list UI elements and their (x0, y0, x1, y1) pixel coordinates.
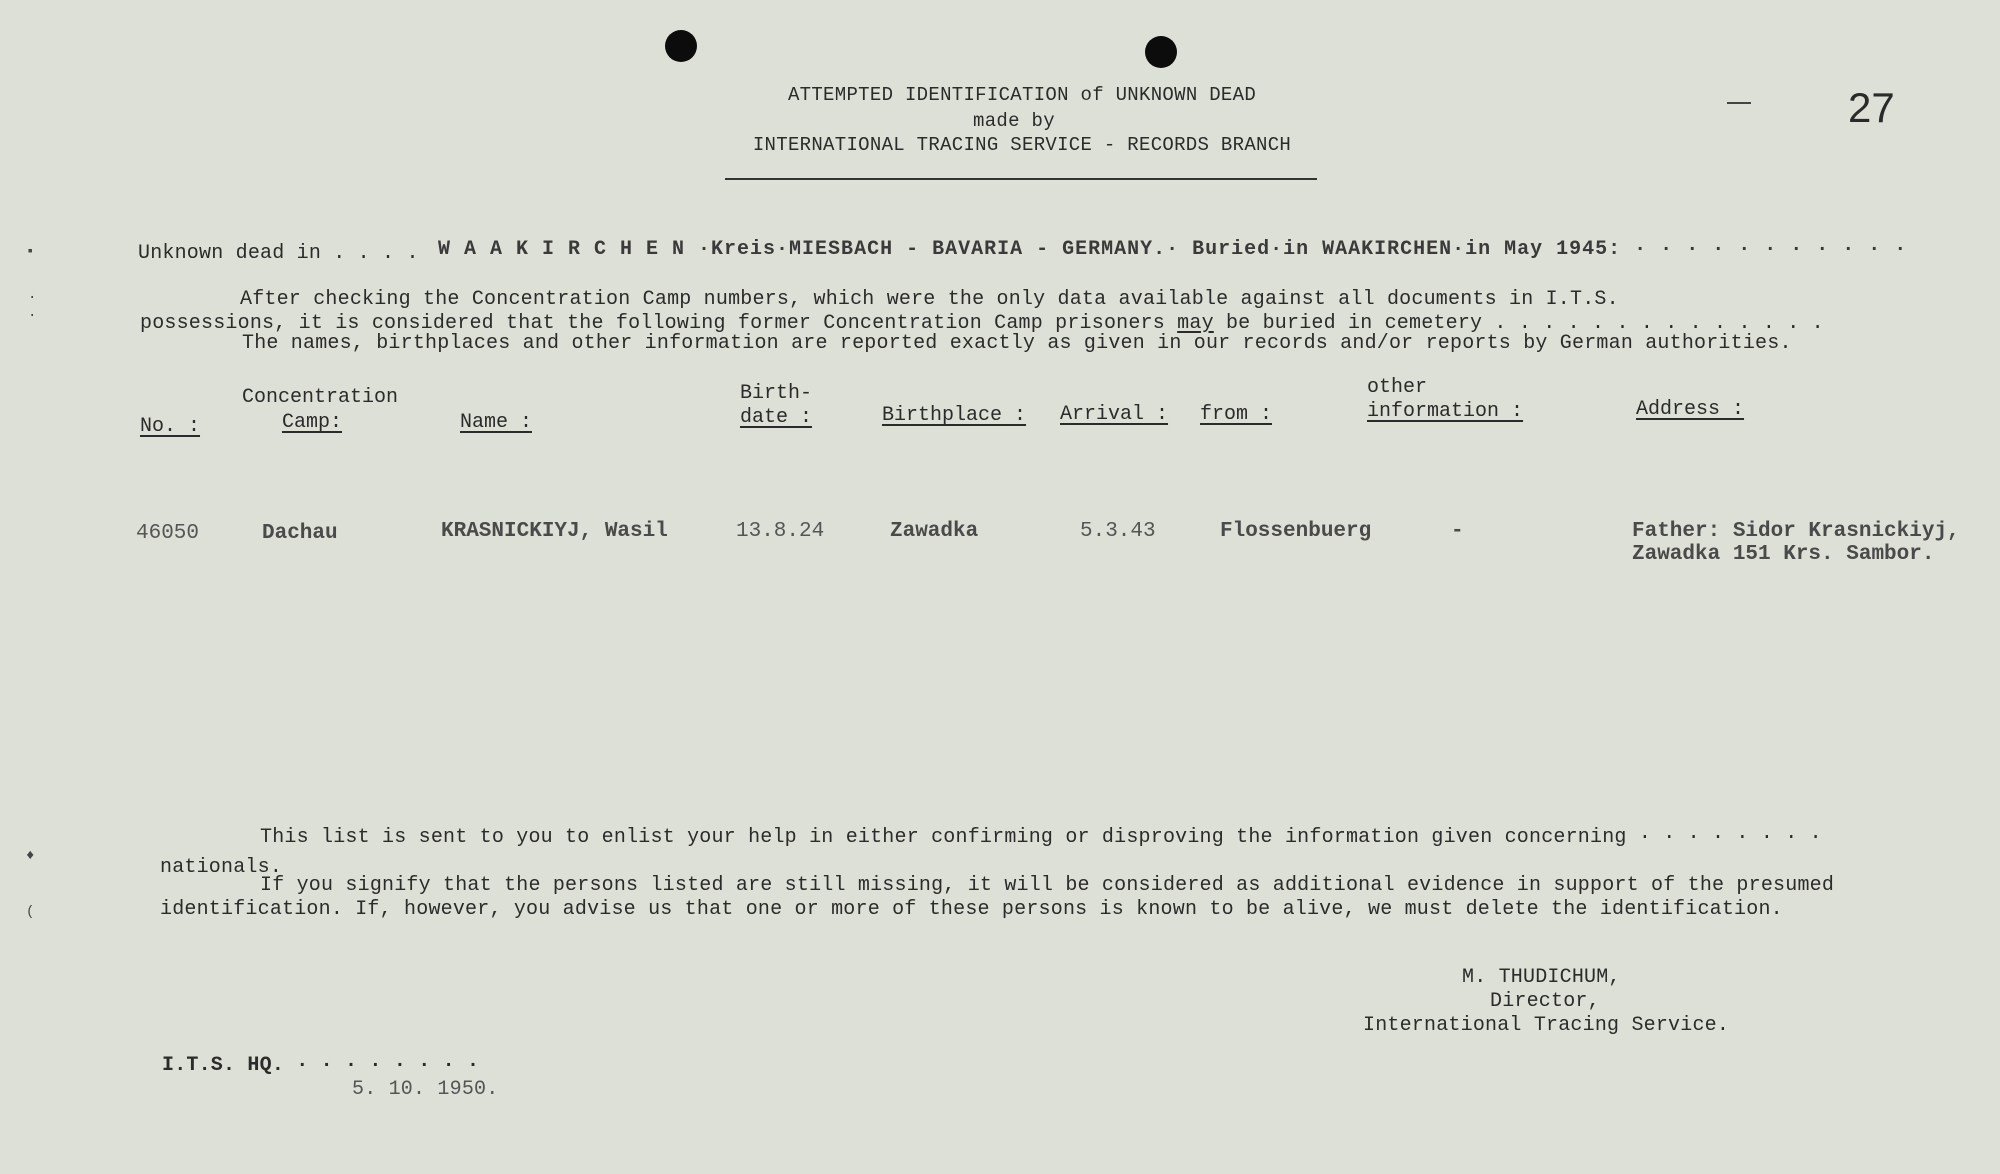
header-organization: INTERNATIONAL TRACING SERVICE - RECORDS BRANCH (752, 134, 1292, 156)
column-header-other: information : (1367, 400, 1524, 423)
punch-hole-left (665, 30, 697, 62)
column-header-arrival: Arrival : (1060, 403, 1169, 426)
column-header-camp-top: Concentration (242, 386, 399, 409)
header-title: ATTEMPTED IDENTIFICATION of UNKNOWN DEAD (787, 84, 1257, 106)
column-header-birthdate: date : (740, 406, 813, 429)
row-from: Flossenbuerg (1220, 520, 1372, 543)
origin-date: 5. 10. 1950. (352, 1078, 499, 1101)
punch-hole-right (1145, 36, 1177, 68)
margin-mark: ( (26, 904, 35, 920)
column-header-name: Name : (460, 411, 533, 434)
signature-name: M. THUDICHUM, (1462, 966, 1621, 989)
row-birthplace: Zawadka (890, 520, 979, 543)
signature-title: Director, (1490, 990, 1600, 1013)
column-header-other-top: other (1367, 376, 1428, 399)
margin-mark: ♦ (26, 848, 35, 864)
footer-line-4: identification. If, however, you advise us that one or more of these persons is known to be alive, we must delete the identification. (160, 898, 1783, 921)
row-arrival: 5.3.43 (1080, 520, 1156, 543)
intro-line-2-start: possessions, it is considered that the following former Concentration Camp prisoners (140, 312, 1178, 335)
row-birthdate: 13.8.24 (736, 520, 825, 543)
unknown-dead-location: W A A K I R C H E N ·Kreis·MIESBACH - BAVARIA - GERMANY.· Buried·in WAAKIRCHEN·in May 1945: · · · · · · · · · · · (438, 238, 1908, 261)
column-header-from: from : (1200, 403, 1273, 426)
row-address-line-1: Father: Sidor Krasnickiyj, (1632, 520, 1960, 543)
origin-label: I.T.S. HQ. · · · · · · · · (162, 1054, 480, 1077)
header-rule (725, 178, 1317, 180)
margin-mark: · (28, 290, 37, 306)
column-header-camp: Camp: (282, 411, 343, 434)
footer-line-3: If you signify that the persons listed are still missing, it will be considered as additional evidence in support of the presumed (260, 874, 1835, 897)
footer-line-1: This list is sent to you to enlist your help in either confirming or disproving the information given concerning · · · · · · · · (260, 826, 1822, 849)
column-header-birthdate-top: Birth- (740, 382, 813, 405)
row-other: - (1451, 520, 1464, 543)
page-dash (1727, 102, 1751, 104)
row-name: KRASNICKIYJ, Wasil (441, 520, 668, 543)
row-address-line-2: Zawadka 151 Krs. Sambor. (1632, 543, 1935, 566)
row-no: 46050 (136, 522, 200, 545)
margin-mark: · (28, 308, 37, 324)
row-camp: Dachau (262, 522, 338, 545)
intro-line-2-end: be buried in cemetery . . . . . . . . . . . . . . (1213, 312, 1824, 335)
column-header-no: No. : (140, 415, 201, 438)
header-subtitle: made by (973, 110, 1055, 132)
margin-mark: ▪ (26, 244, 35, 260)
unknown-dead-prefix: Unknown dead in . . . . (138, 242, 419, 265)
column-header-birthplace: Birthplace : (882, 404, 1027, 427)
column-header-address: Address : (1636, 398, 1745, 421)
signature-organization: International Tracing Service. (1363, 1014, 1730, 1037)
intro-line-1: After checking the Concentration Camp numbers, which were the only data available against all documents in I.T.S. (240, 288, 1619, 311)
footer-line-2: nationals. (160, 856, 283, 879)
page-number: 27 (1848, 84, 1895, 131)
intro-line-2-may: may (1177, 312, 1214, 335)
intro-line-3: The names, birthplaces and other information are reported exactly as given in our records and/or reports by German authorities. (242, 332, 1792, 355)
